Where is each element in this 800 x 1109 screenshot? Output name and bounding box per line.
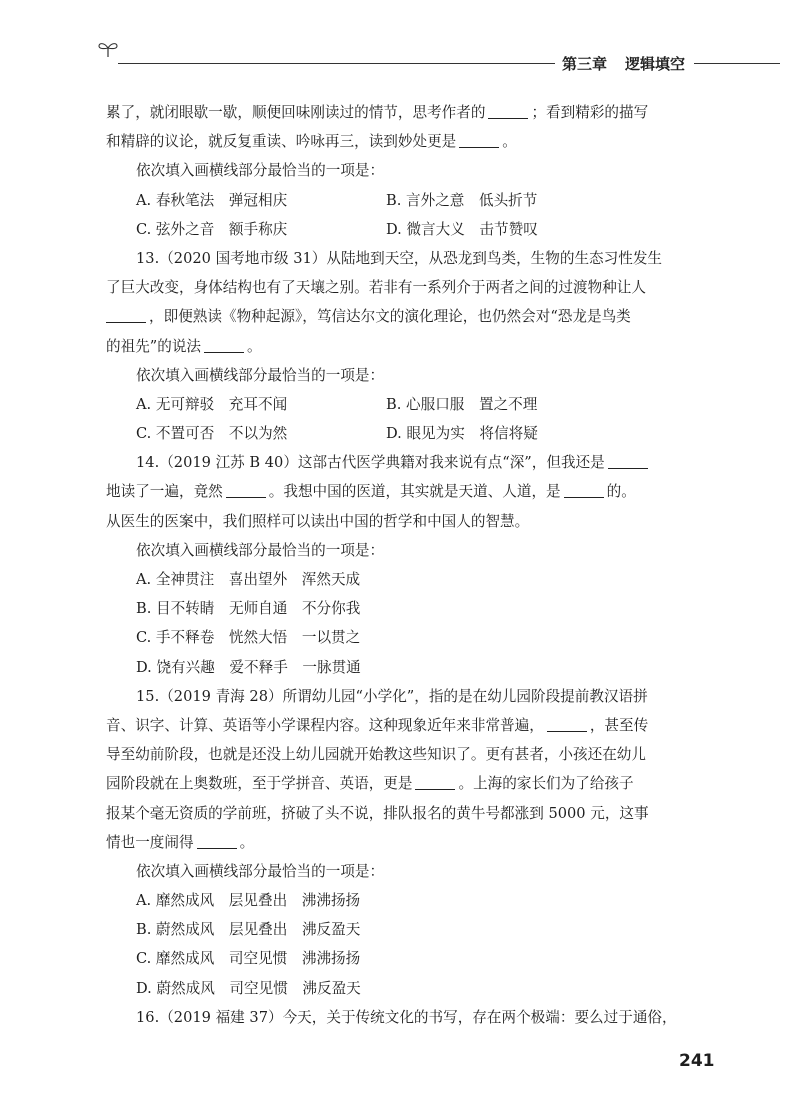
option-row: [106, 390, 696, 419]
question-15-stem: 15.（2019 青海 28）所谓幼儿园“小学化”，指的是在幼儿园阶段提前教汉语拼: [136, 687, 648, 705]
answer-blank: [564, 483, 604, 498]
option-b: B. 心服口服 置之不理: [386, 395, 538, 413]
question-prompt: 依次填入画横线部分最恰当的一项是：: [136, 366, 385, 384]
option-b: B. 蔚然成风 层见叠出 沸反盈天: [136, 921, 361, 939]
question-16-stem: 16.（2019 福建 37）今天，关于传统文化的书写，存在两个极端：要么过于通俗，: [136, 1008, 677, 1026]
option-b: B. 言外之意 低头折节: [386, 191, 538, 209]
chapter-title: 逻辑填空: [625, 55, 686, 73]
text-line: 从医生的医案中，我们照样可以读出中国的哲学和中国人的智慧。: [106, 512, 530, 530]
option-c: C. 不置可否 不以为然: [136, 425, 288, 443]
question-14-stem: 14.（2019 江苏 B 40）这部古代医学典籍对我来说有点“深”，但我还是: [106, 448, 696, 477]
question-prompt: 依次填入画横线部分最恰当的一项是：: [136, 162, 385, 180]
option-c: C. 靡然成风 司空见惯 沸沸扬扬: [136, 950, 361, 968]
answer-blank: [204, 338, 244, 353]
answer-blank: [197, 834, 237, 849]
option-d: D. 微言大义 击节赞叹: [386, 220, 538, 238]
answer-blank: [459, 133, 499, 148]
option-c: C. 弦外之音 额手称庆: [136, 220, 288, 238]
answer-blank: [226, 483, 266, 498]
running-header: [0, 38, 800, 78]
text-line: 累了，就闭眼歇一歇，顺便回味刚读过的情节，思考作者的 ；看到精彩的描写: [106, 104, 649, 121]
text-line: 情也一度闹得 。: [106, 833, 255, 851]
question-13-stem: 13.（2020 国考地市级 31）从陆地到天空，从恐龙到鸟类，生物的生态习性发生: [136, 249, 663, 267]
option-a: A. 无可辩驳 充耳不闻: [136, 395, 288, 413]
option-row: [106, 419, 696, 448]
option-a: A. 全神贯注 喜出望外 浑然天成: [136, 571, 361, 588]
option-row: [106, 215, 696, 244]
text-line: 了巨大改变，身体结构也有了天壤之别。若非有一系列介于两者之间的过渡物种让人: [106, 279, 646, 297]
question-prompt: 依次填入画横线部分最恰当的一项是：: [136, 541, 385, 559]
text-line: 和精辟的议论，就反复重读、吟咏再三，读到妙处更是 。: [106, 133, 517, 151]
text-line: 音、识字、计算、英语等小学课程内容。这种现象近年来非常普遍， ，甚至传: [106, 716, 649, 734]
header-rule-left: [118, 63, 555, 64]
option-a: A. 靡然成风 层见叠出 沸沸扬扬: [136, 892, 361, 910]
text-line: 的祖先”的说法 。: [106, 337, 262, 355]
text-line: 地读了一遍，竟然 。我想中国的医道，其实就是天道、人道，是 的。: [106, 483, 636, 501]
chapter-heading: [562, 53, 685, 74]
option-b: B. 目不转睛 无师自通 不分你我: [136, 600, 361, 618]
option-row: [106, 186, 696, 215]
answer-blank: [608, 454, 648, 469]
header-rule-right: [694, 63, 780, 64]
option-d: D. 眼见为实 将信将疑: [386, 425, 538, 443]
answer-blank: [488, 104, 528, 119]
text-line: 园阶段就在上奥数班，至于学拼音、英语，更是 。上海的家长们为了给孩子: [106, 775, 634, 793]
option-a: A. 春秋笔法 弹冠相庆: [136, 191, 288, 209]
answer-blank: [547, 717, 587, 732]
answer-blank: [106, 308, 146, 323]
text-line: 导至幼前阶段，也就是还没上幼儿园就开始教这些知识了。更有甚者，小孩还在幼儿: [106, 746, 646, 764]
question-prompt: 依次填入画横线部分最恰当的一项是：: [136, 862, 385, 880]
option-d: D. 饶有兴趣 爱不释手 一脉贯通: [136, 658, 361, 676]
sprout-icon: [97, 40, 119, 58]
page-body: [106, 98, 696, 1032]
text-line: 报某个毫无资质的学前班，挤破了头不说，排队报名的黄牛号都涨到 5000 元，这事: [106, 804, 649, 822]
option-d: D. 蔚然成风 司空见惯 沸反盈天: [136, 979, 361, 997]
chapter-number: 第三章: [562, 55, 608, 73]
option-c: C. 手不释卷 恍然大悟 一以贯之: [136, 629, 361, 647]
page-number: 241: [679, 1051, 715, 1071]
text-line: ，即便熟读《物种起源》，笃信达尔文的演化理论，也仍然会对“恐龙是鸟类: [106, 302, 696, 331]
answer-blank: [415, 775, 455, 790]
